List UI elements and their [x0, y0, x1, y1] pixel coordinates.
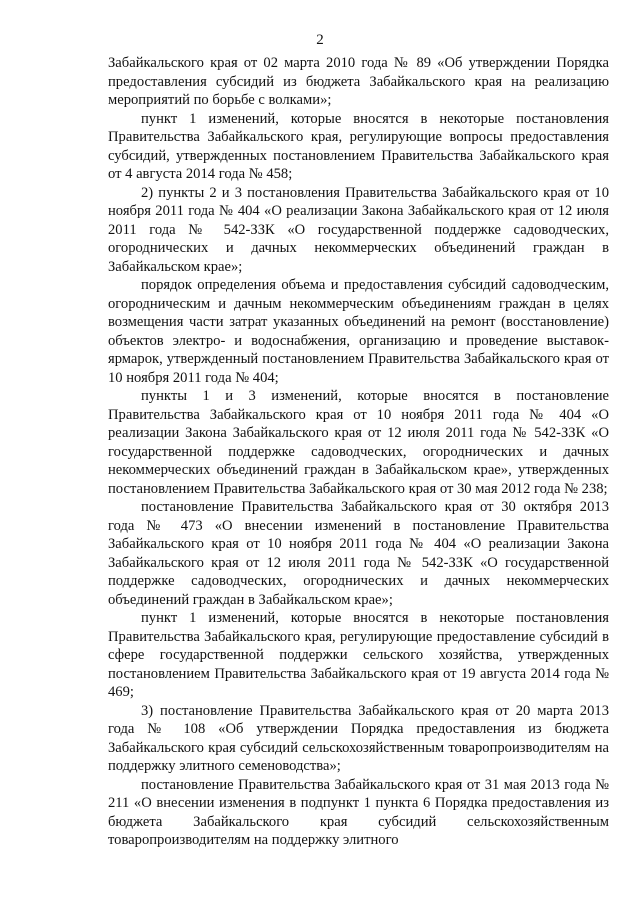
paragraph: порядок определения объема и предоставления субсидий садоводческим, огородническим и дачным некоммерческим объединениям граждан в целях возмещения части затрат указанных объединений на ремонт (восстановление) объектов электро- и водоснабжения, организацию и проведение выставок-ярмарок, утвержденный постановлением Правительства Забайкальского края от 10 ноября 2011 года № 404;: [108, 277, 609, 386]
page-number: 2: [316, 32, 324, 48]
paragraph: 2) пункты 2 и 3 постановления Правительства Забайкальского края от 10 ноября 2011 года № 404 «О реализации Закона Забайкальского края от 12 июля 2011 года № 542-ЗЗК «О государственной поддержке садоводческих, огороднических и дачных некоммерческих объединений граждан в Забайкальском крае»;: [108, 184, 609, 275]
paragraph: постановление Правительства Забайкальского края от 30 октября 2013 года № 473 «О внесении изменений в постановление Правительства Забайкальского края от 10 ноября 2011 года № 404 «О реализации Закона Забайкальского края от 12 июля 2011 года № 542-ЗЗК «О государственной поддержке садоводческих, огороднических и дачных некоммерческих объединений граждан в Забайкальском крае»;: [108, 499, 609, 608]
document-body: [108, 54, 609, 850]
paragraph: пункт 1 изменений, которые вносятся в некоторые постановления Правительства Забайкальского края, регулирующие вопросы предоставления субсидий, утвержденных постановлением Правительства Забайкальского края от 4 августа 2014 года № 458;: [108, 110, 609, 182]
paragraph-continuation: Забайкальского края от 02 марта 2010 года № 89 «Об утверждении Порядка предоставления субсидий из бюджета Забайкальского края на реализацию мероприятий по борьбе с волками»;: [108, 55, 609, 108]
paragraph: пункты 1 и 3 изменений, которые вносятся в постановление Правительства Забайкальского края от 10 ноября 2011 года № 404 «О реализации Закона Забайкальского края от 12 июля 2011 года № 542-ЗЗК «О государственной поддержке садоводческих, огороднических и дачных некоммерческих объединений граждан в Забайкальском крае», утвержденных постановлением Правительства Забайкальского края от 30 мая 2012 года № 238;: [108, 388, 609, 497]
paragraph: постановление Правительства Забайкальского края от 31 мая 2013 года № 211 «О внесении изменения в подпункт 1 пункта 6 Порядка предоставления из бюджета Забайкальского края субсидий сельскохозяйственным товаропроизводителям на поддержку элитного: [108, 776, 609, 848]
paragraph: пункт 1 изменений, которые вносятся в некоторые постановления Правительства Забайкальского края, регулирующие предоставление субсидий в сфере государственной поддержки сельского хозяйства, утвержденных постановлением Правительства Забайкальского края от 19 августа 2014 года № 469;: [108, 610, 609, 700]
paragraph: 3) постановление Правительства Забайкальского края от 20 марта 2013 года № 108 «Об утверждении Порядка предоставления из бюджета Забайкальского края субсидий сельскохозяйственным товаропроизводителям на поддержку элитного семеноводства»;: [108, 702, 609, 774]
